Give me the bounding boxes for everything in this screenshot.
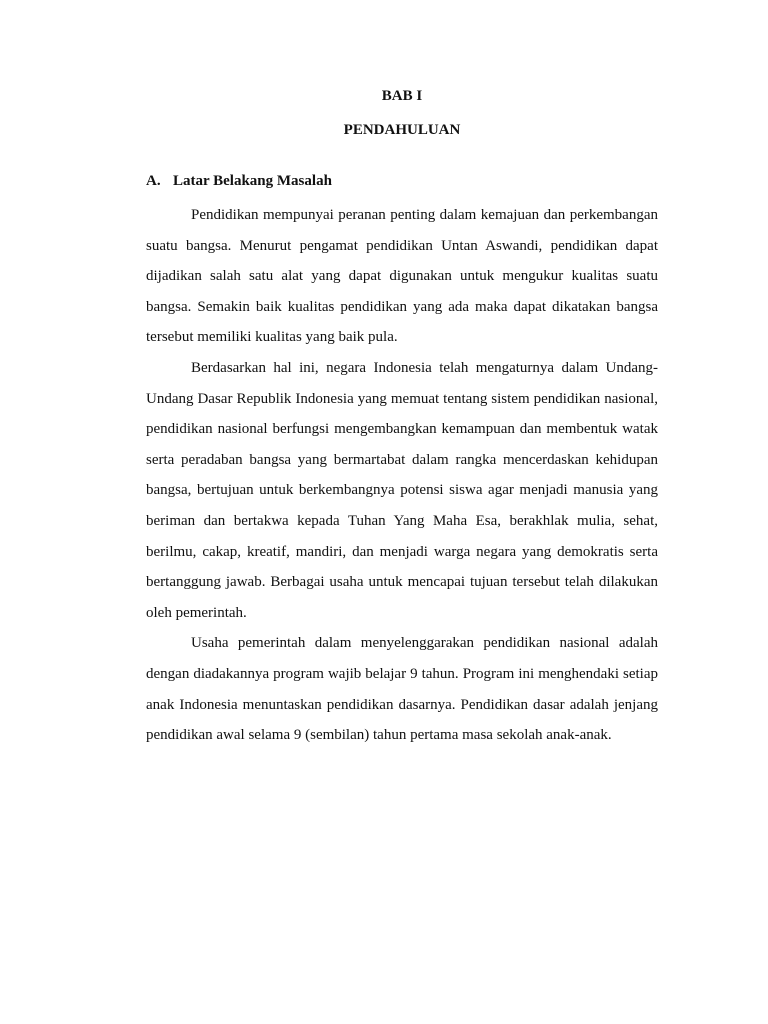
section-heading <box>146 171 332 191</box>
section-title: Latar Belakang Masalah <box>173 173 332 189</box>
paragraph: Pendidikan mempunyai peranan penting dalam kemajuan dan perkembangan suatu bangsa. Menurut pengamat pendidikan Untan Aswandi, pendidikan dapat dijadikan salah satu alat yang dapat digunakan untuk mengukur kualitas suatu bangsa. Semakin baik kualitas pendidikan yang ada maka dapat dikatakan bangsa tersebut memiliki kualitas yang baik pula. <box>146 207 658 346</box>
chapter-title: PENDAHULUAN <box>343 122 461 138</box>
body-text <box>146 200 658 751</box>
paragraph: Berdasarkan hal ini, negara Indonesia telah mengaturnya dalam Undang-Undang Dasar Republik Indonesia yang memuat tentang sistem pendidikan nasional, pendidikan nasional berfungsi mengembangkan kemampuan dan membentuk watak serta peradaban bangsa yang bermartabat dalam rangka mencerdaskan kehidupan bangsa, bertujuan untuk berkembangnya potensi siswa agar menjadi manusia yang beriman dan bertakwa kepada Tuhan Yang Maha Esa, berakhlak mulia, sehat, berilmu, cakap, kreatif, mandiri, dan menjadi warga negara yang demokratis serta bertanggung jawab. Berbagai usaha untuk mencapai tujuan tersebut telah dilakukan oleh pemerintah. <box>146 359 658 621</box>
section-number: A. <box>146 173 161 189</box>
paragraph: Usaha pemerintah dalam menyelenggarakan pendidikan nasional adalah dengan diadakannya program wajib belajar 9 tahun. Program ini menghendaki setiap anak Indonesia menuntaskan pendidikan dasarnya. Pendidikan dasar adalah jenjang pendidikan awal selama 9 (sembilan) tahun pertama masa sekolah anak-anak. <box>146 635 658 744</box>
chapter-number: BAB I <box>381 88 423 104</box>
